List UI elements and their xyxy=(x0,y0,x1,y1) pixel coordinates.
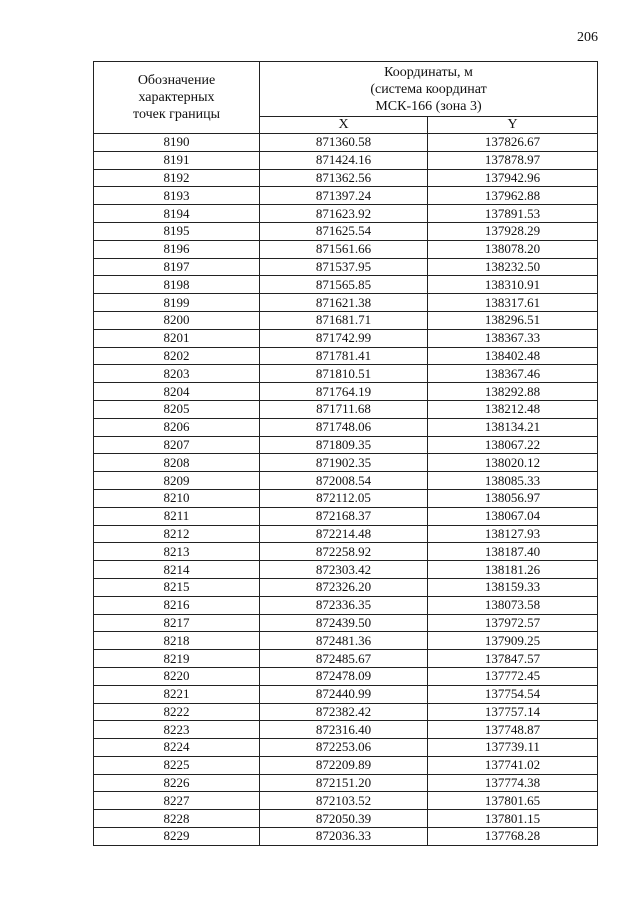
y-coordinate-cell: 138134.21 xyxy=(428,418,598,436)
point-id-cell: 8201 xyxy=(94,329,260,347)
point-id-cell: 8214 xyxy=(94,561,260,579)
point-id-cell: 8197 xyxy=(94,258,260,276)
y-coordinate-cell: 138073.58 xyxy=(428,596,598,614)
y-coordinate-cell: 138078.20 xyxy=(428,240,598,258)
coordinates-table xyxy=(93,61,598,846)
point-id-cell: 8190 xyxy=(94,134,260,152)
point-id-cell: 8212 xyxy=(94,525,260,543)
table-row xyxy=(94,276,598,294)
table-row xyxy=(94,436,598,454)
point-id-cell: 8194 xyxy=(94,205,260,223)
table-row xyxy=(94,525,598,543)
y-coordinate-cell: 137772.45 xyxy=(428,667,598,685)
y-coordinate-cell: 138292.88 xyxy=(428,383,598,401)
x-coordinate-cell: 871621.38 xyxy=(260,294,428,312)
point-id-cell: 8216 xyxy=(94,596,260,614)
table-row xyxy=(94,222,598,240)
table-row xyxy=(94,632,598,650)
x-coordinate-cell: 871565.85 xyxy=(260,276,428,294)
y-coordinate-cell: 137847.57 xyxy=(428,650,598,668)
y-coordinate-cell: 137891.53 xyxy=(428,205,598,223)
point-id-cell: 8195 xyxy=(94,222,260,240)
table-row xyxy=(94,258,598,276)
x-coordinate-cell: 872112.05 xyxy=(260,489,428,507)
y-coordinate-cell: 137748.87 xyxy=(428,721,598,739)
point-id-cell: 8226 xyxy=(94,774,260,792)
point-id-cell: 8208 xyxy=(94,454,260,472)
y-coordinate-cell: 137741.02 xyxy=(428,756,598,774)
table-row xyxy=(94,721,598,739)
table-row xyxy=(94,454,598,472)
x-coordinate-cell: 871810.51 xyxy=(260,365,428,383)
header-row xyxy=(94,62,598,117)
y-coordinate-cell: 137801.15 xyxy=(428,810,598,828)
y-coordinate-cell: 138310.91 xyxy=(428,276,598,294)
point-id-cell: 8206 xyxy=(94,418,260,436)
y-coordinate-cell: 138367.46 xyxy=(428,365,598,383)
x-coordinate-cell: 872036.33 xyxy=(260,828,428,846)
y-coordinate-cell: 137826.67 xyxy=(428,134,598,152)
x-coordinate-cell: 871781.41 xyxy=(260,347,428,365)
header-y: Y xyxy=(428,117,598,134)
page-number: 206 xyxy=(577,30,598,45)
point-id-cell: 8224 xyxy=(94,739,260,757)
x-coordinate-cell: 871681.71 xyxy=(260,311,428,329)
x-coordinate-cell: 871902.35 xyxy=(260,454,428,472)
x-coordinate-cell: 872439.50 xyxy=(260,614,428,632)
table-row xyxy=(94,792,598,810)
point-id-cell: 8196 xyxy=(94,240,260,258)
point-id-cell: 8210 xyxy=(94,489,260,507)
y-coordinate-cell: 137972.57 xyxy=(428,614,598,632)
table-row xyxy=(94,543,598,561)
x-coordinate-cell: 872151.20 xyxy=(260,774,428,792)
table-row xyxy=(94,311,598,329)
y-coordinate-cell: 137909.25 xyxy=(428,632,598,650)
x-coordinate-cell: 872481.36 xyxy=(260,632,428,650)
x-coordinate-cell: 872103.52 xyxy=(260,792,428,810)
point-id-cell: 8221 xyxy=(94,685,260,703)
y-coordinate-cell: 138127.93 xyxy=(428,525,598,543)
point-id-cell: 8207 xyxy=(94,436,260,454)
y-coordinate-cell: 138402.48 xyxy=(428,347,598,365)
y-coordinate-cell: 137757.14 xyxy=(428,703,598,721)
header-x: X xyxy=(260,117,428,134)
y-coordinate-cell: 137962.88 xyxy=(428,187,598,205)
point-id-cell: 8192 xyxy=(94,169,260,187)
table-row xyxy=(94,739,598,757)
x-coordinate-cell: 872326.20 xyxy=(260,578,428,596)
y-coordinate-cell: 137928.29 xyxy=(428,222,598,240)
table-row xyxy=(94,489,598,507)
y-coordinate-cell: 137801.65 xyxy=(428,792,598,810)
y-coordinate-cell: 137768.28 xyxy=(428,828,598,846)
y-coordinate-cell: 138317.61 xyxy=(428,294,598,312)
y-coordinate-cell: 138067.04 xyxy=(428,507,598,525)
point-id-cell: 8219 xyxy=(94,650,260,668)
table-row xyxy=(94,578,598,596)
header-coordinates: Координаты, м (система координат МСК-166 (зона 3) xyxy=(260,62,598,117)
x-coordinate-cell: 871360.58 xyxy=(260,134,428,152)
x-coordinate-cell: 871561.66 xyxy=(260,240,428,258)
table-row xyxy=(94,650,598,668)
point-id-cell: 8220 xyxy=(94,667,260,685)
y-coordinate-cell: 137774.38 xyxy=(428,774,598,792)
x-coordinate-cell: 871764.19 xyxy=(260,383,428,401)
x-coordinate-cell: 871537.95 xyxy=(260,258,428,276)
y-coordinate-cell: 137878.97 xyxy=(428,151,598,169)
x-coordinate-cell: 872050.39 xyxy=(260,810,428,828)
table-row xyxy=(94,685,598,703)
point-id-cell: 8203 xyxy=(94,365,260,383)
x-coordinate-cell: 872382.42 xyxy=(260,703,428,721)
point-id-cell: 8204 xyxy=(94,383,260,401)
point-id-cell: 8227 xyxy=(94,792,260,810)
table-row xyxy=(94,614,598,632)
x-coordinate-cell: 872214.48 xyxy=(260,525,428,543)
point-id-cell: 8222 xyxy=(94,703,260,721)
header-point-designation: Обозначение характерных точек границы xyxy=(94,62,260,134)
point-id-cell: 8198 xyxy=(94,276,260,294)
x-coordinate-cell: 872478.09 xyxy=(260,667,428,685)
x-coordinate-cell: 871424.16 xyxy=(260,151,428,169)
y-coordinate-cell: 138159.33 xyxy=(428,578,598,596)
table-row xyxy=(94,400,598,418)
table-row xyxy=(94,151,598,169)
point-id-cell: 8228 xyxy=(94,810,260,828)
x-coordinate-cell: 872485.67 xyxy=(260,650,428,668)
y-coordinate-cell: 138020.12 xyxy=(428,454,598,472)
point-id-cell: 8202 xyxy=(94,347,260,365)
y-coordinate-cell: 137739.11 xyxy=(428,739,598,757)
table-row xyxy=(94,810,598,828)
table-row xyxy=(94,667,598,685)
y-coordinate-cell: 138212.48 xyxy=(428,400,598,418)
point-id-cell: 8209 xyxy=(94,472,260,490)
table-row xyxy=(94,205,598,223)
x-coordinate-cell: 871711.68 xyxy=(260,400,428,418)
point-id-cell: 8229 xyxy=(94,828,260,846)
table-row xyxy=(94,756,598,774)
table-row xyxy=(94,383,598,401)
x-coordinate-cell: 871623.92 xyxy=(260,205,428,223)
y-coordinate-cell: 138085.33 xyxy=(428,472,598,490)
table-row xyxy=(94,347,598,365)
point-id-cell: 8225 xyxy=(94,756,260,774)
point-id-cell: 8211 xyxy=(94,507,260,525)
table-row xyxy=(94,365,598,383)
x-coordinate-cell: 871362.56 xyxy=(260,169,428,187)
point-id-cell: 8218 xyxy=(94,632,260,650)
table-row xyxy=(94,240,598,258)
point-id-cell: 8191 xyxy=(94,151,260,169)
x-coordinate-cell: 872440.99 xyxy=(260,685,428,703)
table-row xyxy=(94,329,598,347)
x-coordinate-cell: 872209.89 xyxy=(260,756,428,774)
y-coordinate-cell: 138056.97 xyxy=(428,489,598,507)
table-row xyxy=(94,828,598,846)
y-coordinate-cell: 138296.51 xyxy=(428,311,598,329)
table-row xyxy=(94,507,598,525)
table-body xyxy=(94,134,598,846)
x-coordinate-cell: 871742.99 xyxy=(260,329,428,347)
table-row xyxy=(94,472,598,490)
x-coordinate-cell: 872258.92 xyxy=(260,543,428,561)
table-row xyxy=(94,703,598,721)
y-coordinate-cell: 137754.54 xyxy=(428,685,598,703)
x-coordinate-cell: 872253.06 xyxy=(260,739,428,757)
table-row xyxy=(94,596,598,614)
table-header xyxy=(94,62,598,134)
point-id-cell: 8215 xyxy=(94,578,260,596)
point-id-cell: 8205 xyxy=(94,400,260,418)
table-row xyxy=(94,169,598,187)
point-id-cell: 8223 xyxy=(94,721,260,739)
table-row xyxy=(94,187,598,205)
x-coordinate-cell: 871809.35 xyxy=(260,436,428,454)
point-id-cell: 8193 xyxy=(94,187,260,205)
y-coordinate-cell: 138067.22 xyxy=(428,436,598,454)
y-coordinate-cell: 138181.26 xyxy=(428,561,598,579)
x-coordinate-cell: 871625.54 xyxy=(260,222,428,240)
x-coordinate-cell: 872336.35 xyxy=(260,596,428,614)
x-coordinate-cell: 872008.54 xyxy=(260,472,428,490)
y-coordinate-cell: 138367.33 xyxy=(428,329,598,347)
point-id-cell: 8200 xyxy=(94,311,260,329)
table-row xyxy=(94,134,598,152)
x-coordinate-cell: 872303.42 xyxy=(260,561,428,579)
y-coordinate-cell: 137942.96 xyxy=(428,169,598,187)
table-row xyxy=(94,418,598,436)
y-coordinate-cell: 138187.40 xyxy=(428,543,598,561)
table-row xyxy=(94,561,598,579)
table-row xyxy=(94,294,598,312)
y-coordinate-cell: 138232.50 xyxy=(428,258,598,276)
table-row xyxy=(94,774,598,792)
point-id-cell: 8199 xyxy=(94,294,260,312)
point-id-cell: 8217 xyxy=(94,614,260,632)
x-coordinate-cell: 871748.06 xyxy=(260,418,428,436)
x-coordinate-cell: 872168.37 xyxy=(260,507,428,525)
x-coordinate-cell: 872316.40 xyxy=(260,721,428,739)
point-id-cell: 8213 xyxy=(94,543,260,561)
x-coordinate-cell: 871397.24 xyxy=(260,187,428,205)
